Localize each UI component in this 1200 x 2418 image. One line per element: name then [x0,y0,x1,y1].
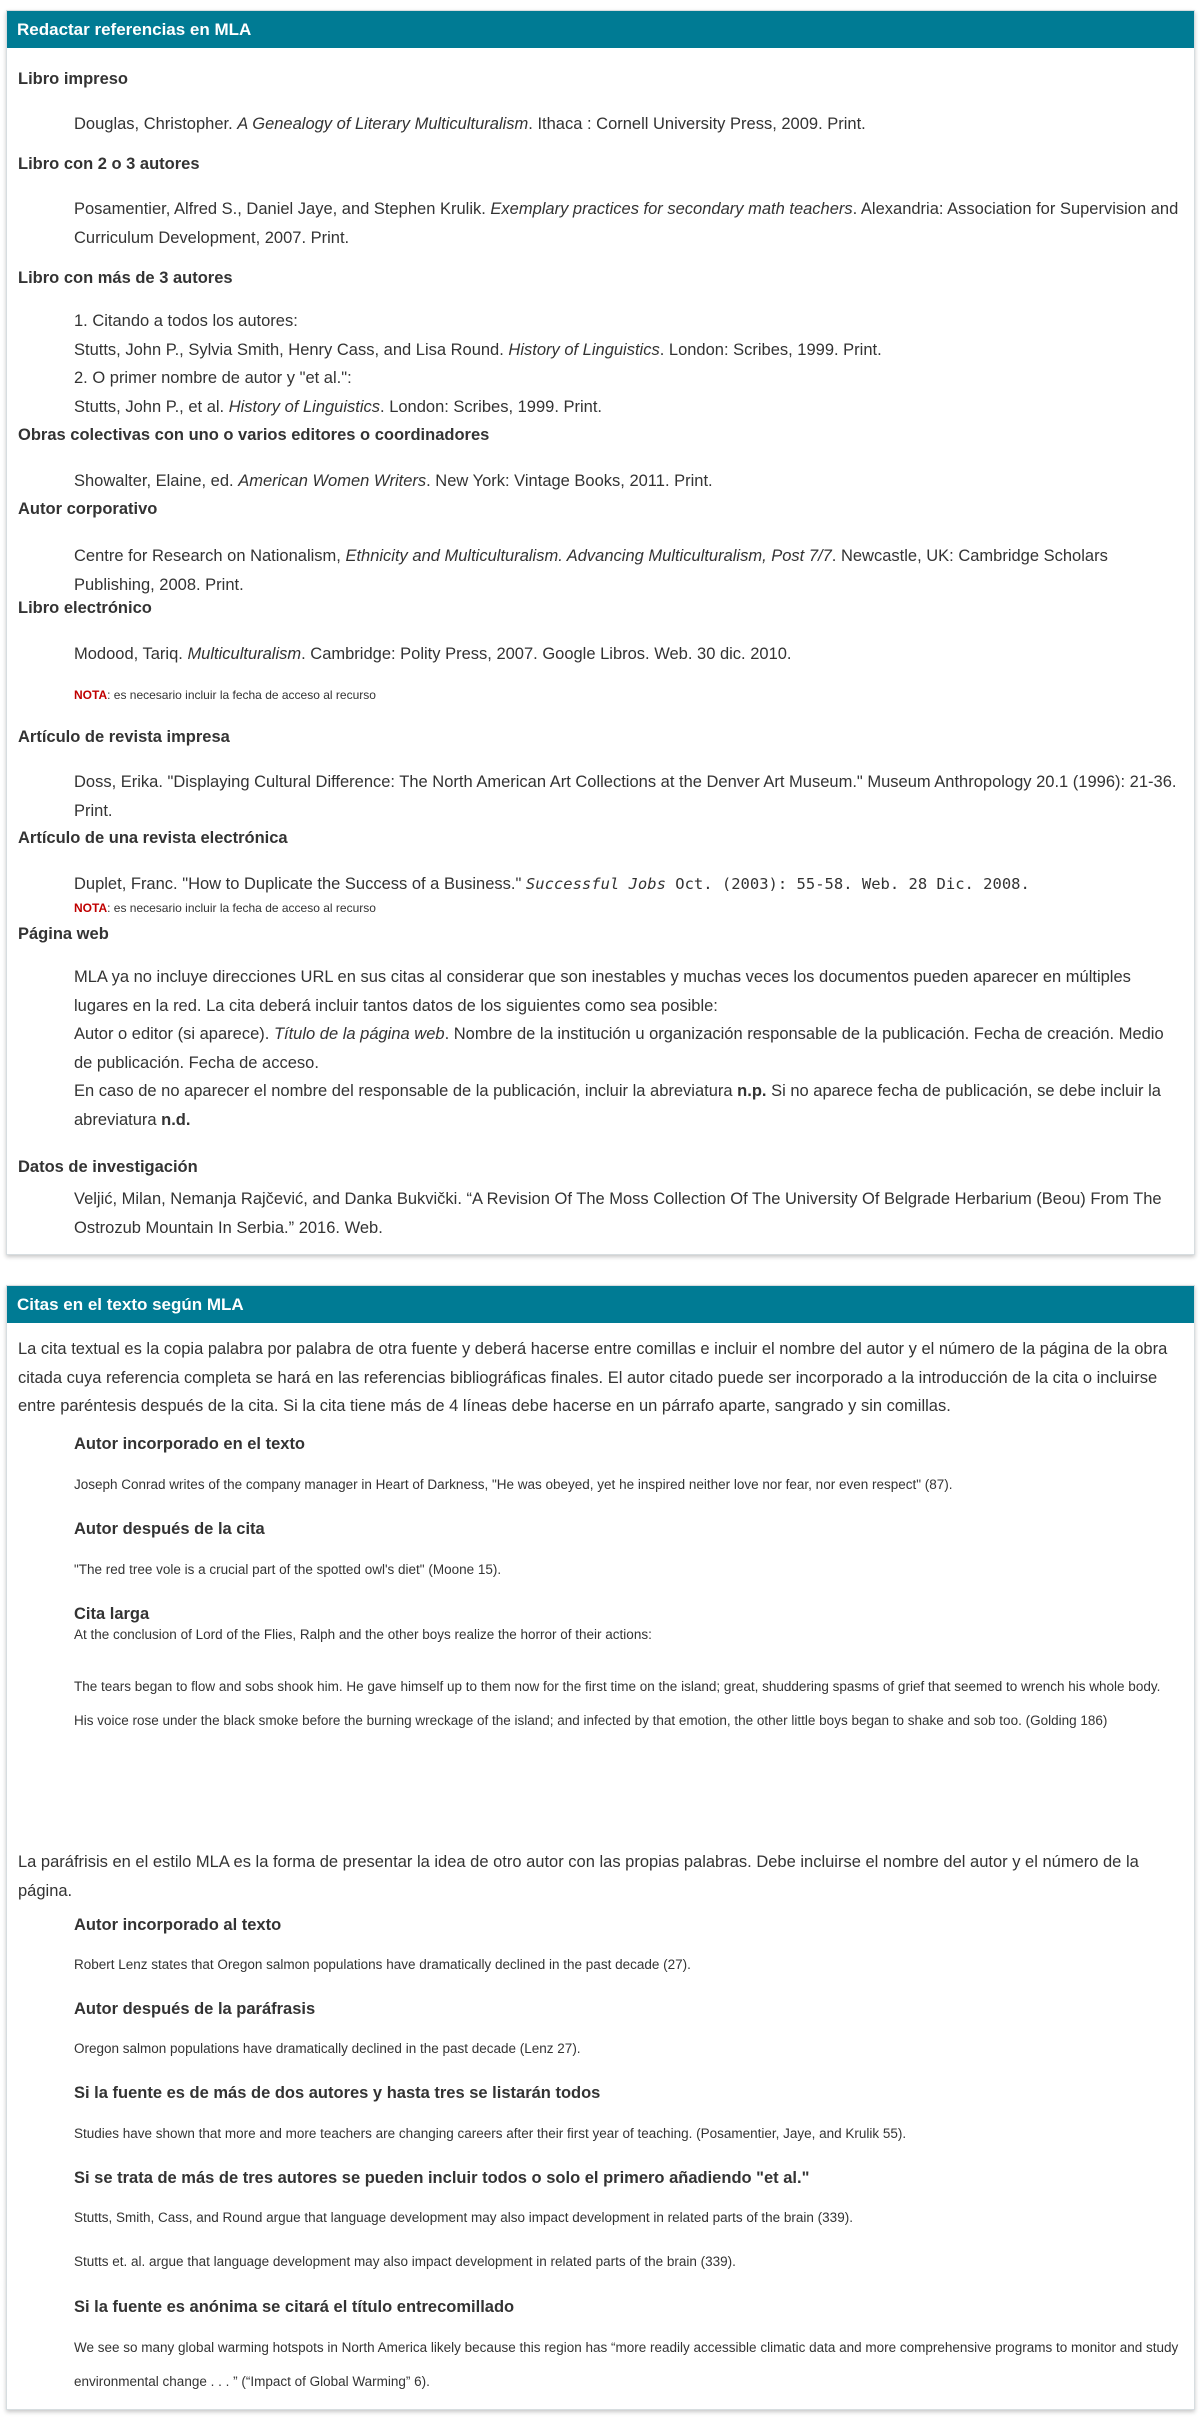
subheading-autor-incorporado-texto: Autor incorporado al texto [74,1916,282,1934]
list-item: 2. O primer nombre de autor y "et al.": [74,369,352,387]
reference-datos-investigacion: Veljić, Milan, Nemanja Rajčević, and Danka Bukvički. “A Revision Of The Moss Collection Of The University Of Belgrade Herbarium (Beou) From The Ostrozub Mountain In Serbia.” 2016. Web. [74,1190,1162,1237]
reference-revista-electronica: Duplet, Franc. "How to Duplicate the Success of a Business." Successful Jobs Oct. (2003): 55-58. Web. 28 Dic. 2008. [74,875,1030,893]
example-anonima: We see so many global warming hotspots in North America likely because this region has “more readily accessible climatic data and more comprehensive programs to monitor and study environmental change . . . ” (“Impact of Global Warming” 6). [74,2340,1179,2389]
note-label: NOTA [74,901,108,915]
subheading-cita-larga: Cita larga [74,1605,150,1623]
section-heading-obras-colectivas: Obras colectivas con uno o varios editores o coordinadores [18,426,490,444]
paraphrase-intro: La paráfrisis en el estilo MLA es la forma de presentar la idea de otro autor con las propias palabras. Debe incluirse el nombre del autor y el número de la página. [18,1853,1139,1900]
citation-intro: La cita textual es la copia palabra por palabra de otra fuente y deberá hacerse entre comillas e incluir el nombre del autor y el número de la página de la obra citada cuya referencia completa se hará en las referencias bibliográficas finales. El autor citado puede ser incorporado a la introducción de la cita o incluirse entre paréntesis después de la cita. Si la cita tiene más de 4 líneas debe hacerse en un párrafo aparte, sangrado y sin comillas. [18,1340,1168,1415]
section-heading-pagina-web: Página web [18,925,109,943]
reference-libro-impreso: Douglas, Christopher. A Genealogy of Literary Multiculturalism. Ithaca : Cornell University Press, 2009. Print. [74,115,866,133]
list-item: Stutts, John P., et al. History of Linguistics. London: Scribes, 1999. Print. [74,397,602,416]
section-heading-libro-mas-3-autores: Libro con más de 3 autores [18,269,233,287]
references-panel [6,10,1195,1255]
note-revista-electronica: NOTA: es necesario incluir la fecha de acceso al recurso [74,901,376,915]
reference-libro-mas-3-autores [74,307,1180,421]
section-heading-libro-electronico: Libro electrónico [18,599,152,617]
subheading-autor-despues-parafrasis: Autor después de la paráfrasis [74,2000,316,2018]
note-libro-electronico: NOTA: es necesario incluir la fecha de acceso al recurso [74,688,376,702]
example-cita-larga-lead: At the conclusion of Lord of the Flies, Ralph and the other boys realize the horror of their actions: [74,1627,652,1642]
example-cita-larga-block: The tears began to flow and sobs shook him. He gave himself up to them now for the first time on the island; great, shuddering spasms of grief that seemed to wrench his whole body. His voice rose under the black smoke before the burning wreckage of the island; and infected by that emotion, the other little boys began to shake and sob too. (Golding 186) [74,1679,1161,1728]
reference-revista-impresa: Doss, Erika. "Displaying Cultural Difference: The North American Art Collections at the Denver Art Museum." Museum Anthropology 20.1 (1996): 21-36. Print. [74,773,1177,820]
reference-libro-2-3-autores: Posamentier, Alfred S., Daniel Jaye, and Stephen Krulik. Exemplary practices for secondary math teachers. Alexandria: Association for Supervision and Curriculum Development, 2007. Print. [74,200,1179,247]
subheading-autor-despues: Autor después de la cita [74,1520,265,1538]
reference-autor-corporativo: Centre for Research on Nationalism, Ethnicity and Multiculturalism. Advancing Multiculturalism, Post 7/7. Newcastle, UK: Cambridge Scholars Publishing, 2008. Print. [74,547,1108,594]
subheading-anonima: Si la fuente es anónima se citará el título entrecomillado [74,2298,515,2316]
reference-obras-colectivas: Showalter, Elaine, ed. American Women Writers. New York: Vintage Books, 2011. Print. [74,472,713,490]
section-heading-revista-electronica: Artículo de una revista electrónica [18,829,288,847]
list-item: 1. Citando a todos los autores: [74,312,298,330]
section-heading-revista-impresa: Artículo de revista impresa [18,728,230,746]
example-autor-despues-parafrasis: Oregon salmon populations have dramatically declined in the past decade (Lenz 27). [74,2041,581,2056]
section-heading-autor-corporativo: Autor corporativo [18,500,158,518]
reference-pagina-web: MLA ya no incluye direcciones URL en sus citas al considerar que son inestables y muchas veces los documentos pueden aparecer en múltiples lugares en la red. La cita deberá incluir tantos datos de los siguientes como sea posible: Autor o editor (si aparece). Título de la página web. Nombre de la institución u organización responsable de la publicación. Fecha de creación. Medio de publicación. Fecha de acceso. En caso de no aparecer el nombre del responsable de la publicación, incluir la abreviatura n.p. Si no aparece fecha de publicación, se debe incluir la abreviatura n.d. [74,968,1164,1129]
subheading-autor-incorporado: Autor incorporado en el texto [74,1435,306,1453]
section-heading-libro-2-3-autores: Libro con 2 o 3 autores [18,155,200,173]
subheading-mas-tres-autores: Si se trata de más de tres autores se pueden incluir todos o solo el primero añadiendo "et al." [74,2169,810,2187]
example-autor-incorporado-texto: Robert Lenz states that Oregon salmon populations have dramatically declined in the past decade (27). [74,1957,691,1972]
reference-libro-electronico: Modood, Tariq. Multiculturalism. Cambridge: Polity Press, 2007. Google Libros. Web. 30 dic. 2010. [74,645,792,663]
example-dos-tres-autores: Studies have shown that more and more teachers are changing careers after their first year of teaching. (Posamentier, Jaye, and Krulik 55). [74,2126,907,2141]
list-item: Stutts, John P., Sylvia Smith, Henry Cass, and Lisa Round. History of Linguistics. London: Scribes, 1999. Print. [74,340,882,359]
example-mas-tres-autores-2: Stutts et. al. argue that language development may also impact development in related parts of the brain (339). [74,2254,736,2269]
section-heading-libro-impreso: Libro impreso [18,70,129,88]
note-label: NOTA [74,688,108,702]
example-autor-despues: "The red tree vole is a crucial part of the spotted owl's diet" (Moone 15). [74,1562,502,1577]
example-autor-incorporado: Joseph Conrad writes of the company manager in Heart of Darkness, "He was obeyed, yet he inspired neither love nor fear, nor even respect" (87). [74,1477,953,1492]
in-text-citations-panel-title: Citas en el texto según MLA [7,1286,1194,1323]
subheading-dos-tres-autores: Si la fuente es de más de dos autores y hasta tres se listarán todos [74,2084,601,2102]
in-text-citations-panel [6,1285,1195,2410]
example-mas-tres-autores-1: Stutts, Smith, Cass, and Round argue that language development may also impact development in related parts of the brain (339). [74,2210,853,2225]
section-heading-datos-investigacion: Datos de investigación [18,1158,198,1176]
references-panel-title: Redactar referencias en MLA [7,11,1194,48]
